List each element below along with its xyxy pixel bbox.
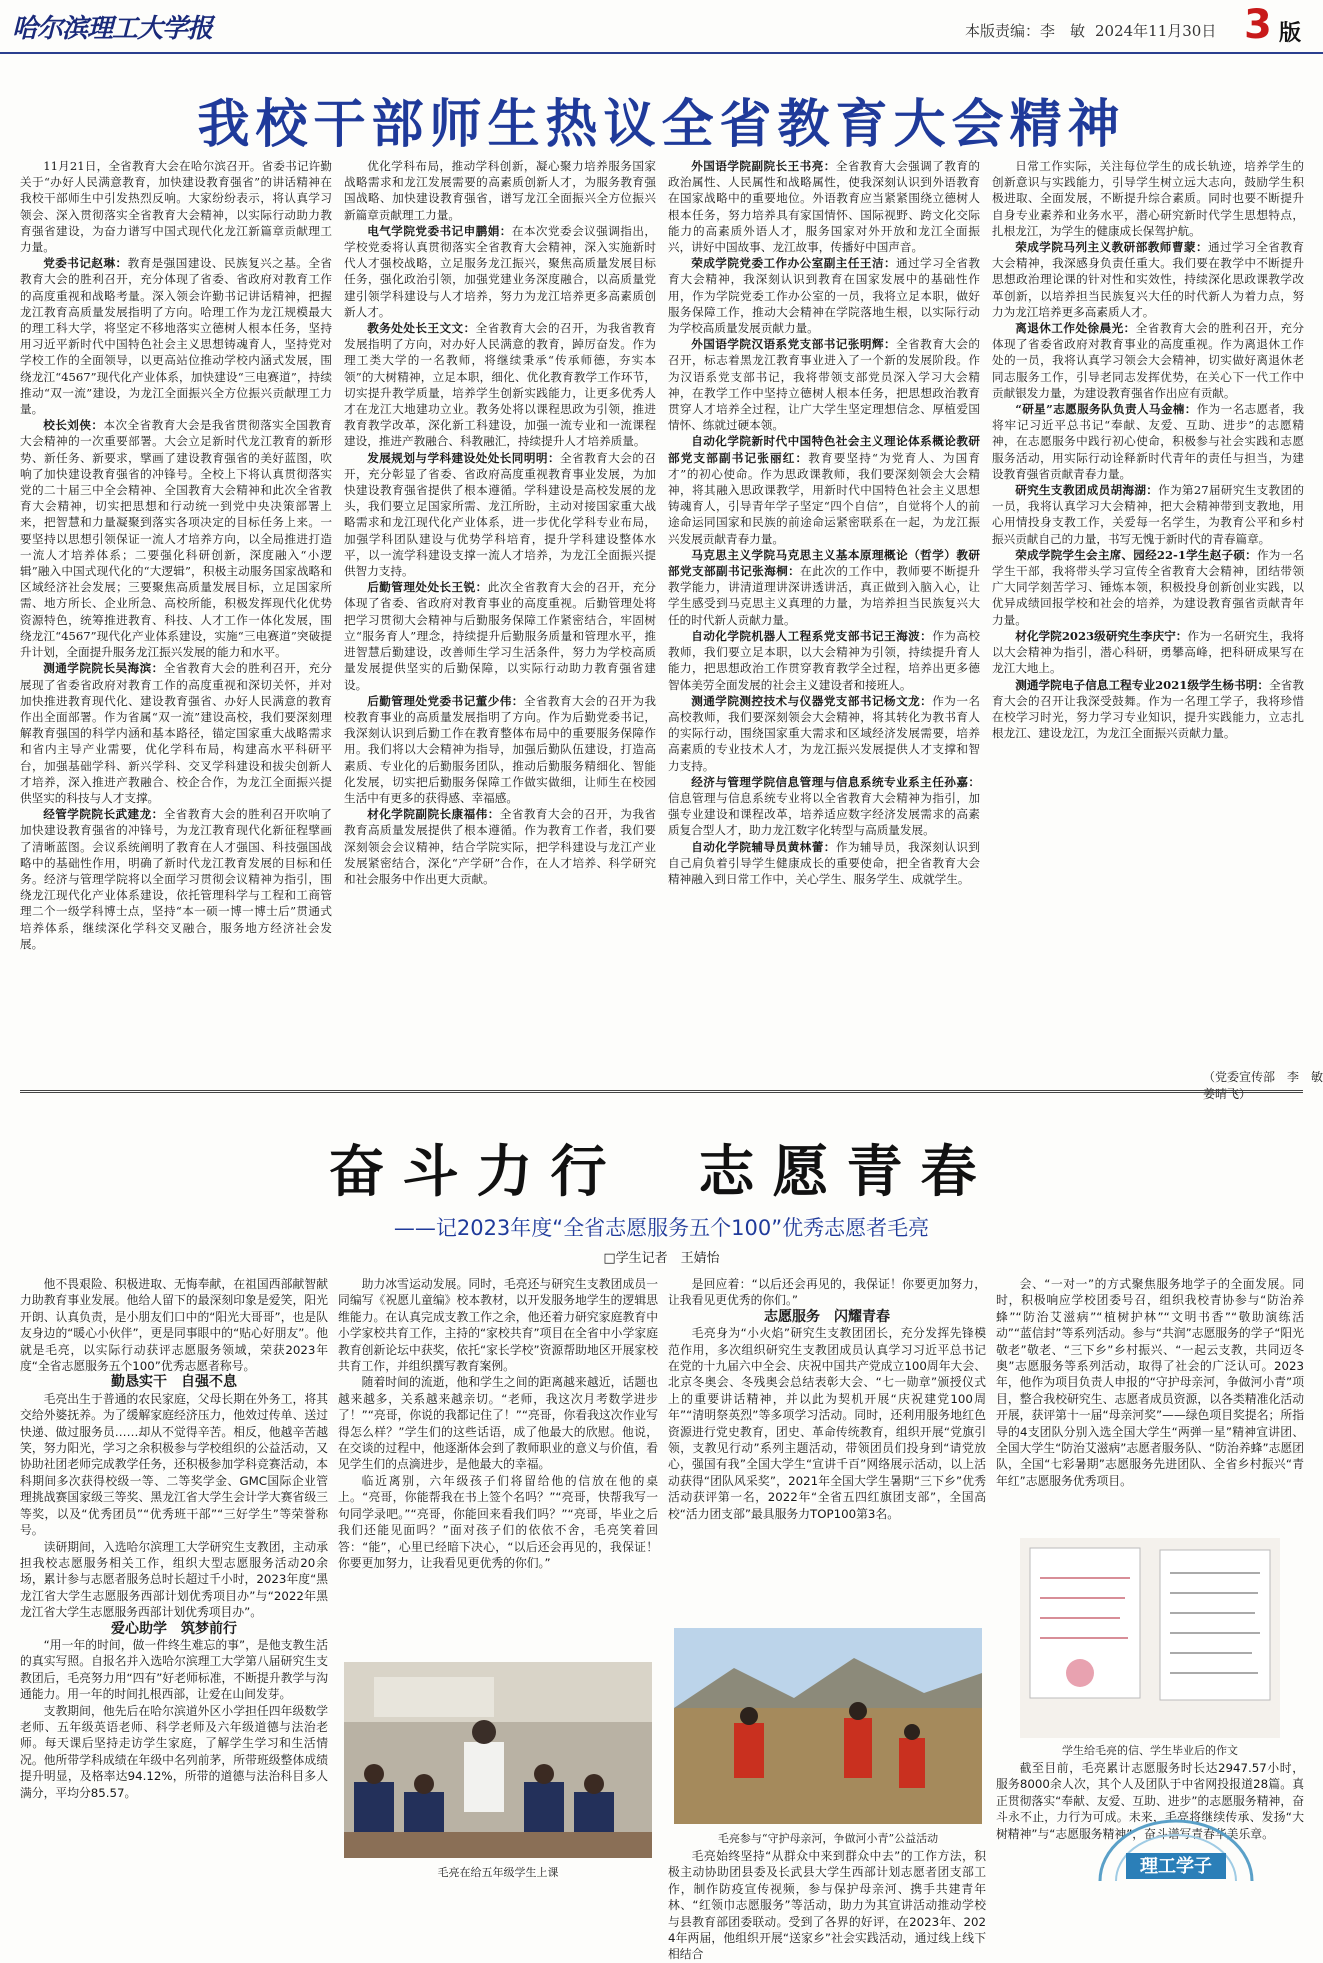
section-heading: 勤恳实干 自强不息 [111, 1374, 237, 1391]
paragraph [20, 255, 332, 417]
paragraph [668, 158, 980, 255]
paragraph [344, 223, 656, 320]
paragraph [344, 693, 656, 806]
paragraph [992, 239, 1304, 320]
speaker-lead: 离退休工作处徐晨光： [1015, 321, 1136, 336]
classroom-photo [344, 1662, 652, 1858]
article1-headline: 我校干部师生热议全省教育大会精神 [197, 94, 1126, 155]
paragraph: 是回应着：“以后还会再见的，我保证！你要更加努力，让我看见更优秀的你们。” [668, 1277, 986, 1308]
paragraph [344, 806, 656, 887]
speaker-lead: 自动化学院新时代中国特色社会主义理论体系概论教研部党支部副书记张丽红： [668, 434, 980, 465]
paragraph-text: 优化学科布局，推动学科创新，凝心聚力培养服务国家战略需求和龙江发展需要的高素质创新人才，为服务教育强国战略、加快建设教育强省，谱写龙江全面振兴全方位振兴新篇章贡献理工力量。 [344, 159, 656, 222]
speaker-lead: 马克思主义学院马克思主义基本原理概论（哲学）教研部党支部副书记张海桐： [668, 547, 980, 579]
paragraph-text: 在本次党委会议强调指出，学校党委将认真贯彻落实全省教育大会精神，深入实施新时代人才强校战略，立足服务龙江振兴，聚焦高质量发展目标任务，强化政治引领，加强党建业务深度融合，以高质量党建引领学科建设与人才培养，努力为龙江培养更多高素质创新人才。 [344, 223, 656, 319]
paragraph [992, 547, 1304, 628]
paragraph: 支教期间，他先后在哈尔滨道外区小学担任四年级数学老师、五年级英语老师、科学老师及六年级道德与法治老师。每天课后坚持走访学生家庭，了解学生学习和生活情况。他所带学科成绩在年级中名列前茅，所带班级整体成绩提升明显，及格率达94.12%，所带的道德与法治科目多人满分，平均分85.57。 [20, 1703, 328, 1800]
paragraph-text: 作为一名研究生，我将以大会精神为指引，潜心科研，勇攀高峰，把科研成果写在龙江大地上。 [992, 628, 1304, 676]
paragraph-text: 在此次的工作中，教师要不断提升教学能力，讲清道理讲深讲透讲活，真正做到入脑入心，让学生感受到马克思主义真理的力量，为培养担当民族复兴大任的时代新人贡献力量。 [668, 564, 980, 627]
paragraph [668, 693, 980, 774]
article2-column-2 [338, 1276, 658, 1652]
issue-date: 2024年11月30日 [1095, 22, 1217, 40]
paragraph-text: 通过学习全省教育大会精神，我深刻认识到教育在国家发展中的基础性作用，作为学院党委工作办公室的一员，我将立足本职，做好服务保障工作，推动大会精神在学院落地生根，以实际行动为学校高质量发展贡献力量。 [668, 256, 980, 336]
paragraph-text: 全省教育大会的胜利召开，充分体现了省委省政府对教育事业的高度重视。作为离退休工作处的一员，我将认真学习领会大会精神，切实做好离退休老同志服务工作，引导老同志发挥优势，在关心下一代工作中贡献银发力量，为建设教育强省作出应有贡献。 [992, 321, 1304, 400]
paragraph-text: 11月21日，全省教育大会在哈尔滨召开。省委书记许勤关于“办好人民满意教育，加快建设教育强省”的讲话精神在我校干部师生中引发热烈反响。大家纷纷表示，将认真学习领会、深入贯彻落实全省教育大会精神，以实际行动助力教育强省建设，为奋力谱写中国式现代化龙江新篇章贡献理工力量。 [20, 159, 332, 255]
paragraph: 毛亮出生于普通的农民家庭，父母长期在外务工，将其交给外婆抚养。为了缓解家庭经济压力，他效过传单、送过快递、做过服务员……却从不觉得辛苦。相反，他越辛苦越笑，努力阳光，学习之余积极参与学校组织的公益活动，又协助社团老师完成教学任务，还积极参加学科竞赛活动，本科期间多次获得校级一等、二等奖学金、GMC国际企业管理挑战赛国家级三等奖、黑龙江省大学生会计学大赛省级三等奖，以及“优秀团员”“优秀班干部”“三好学生”等荣誉称号。 [20, 1391, 328, 1538]
paper-name: 哈尔滨理工大学报 [12, 14, 213, 44]
speaker-lead: 材化学院2023级研究生李庆宁： [1015, 628, 1188, 643]
speaker-lead: 材化学院副院长康福伟： [367, 807, 500, 822]
paragraph-text: 教育要坚持“为党育人、为国育才”的初心使命。作为思政课教师，我们要深刻领会大会精神，将其融入思政课教学，用新时代中国特色社会主义思想铸魂育人，引导青年学子坚定“四个自信”，自觉将个人的前途命运同国家和民族的前途命运紧密联系在一起，为龙江振兴发展贡献青春力量。 [668, 450, 980, 546]
paragraph-text: 作为一名高校教师，我们要深刻领会大会精神，将其转化为教书育人的实际行动，围绕国家重大需求和区域经济发展需要，培养高素质的专业技术人才，为龙江振兴发展提供人才支撑和智力支持。 [668, 693, 980, 773]
paragraph [344, 320, 656, 450]
paragraph: 截至目前，毛亮累计志愿服务时长达2947.57小时，服务8000余人次，其个人及团队于中省网投报道28篇。真正贯彻落实“奉献、友爱、互助、进步”的志愿服务精神，奋斗永不止，力行为可成。未来，毛亮将继续传承、发扬“大树精神”与“志愿服务精神”，奋斗谱写青春华美乐章。 [996, 1761, 1304, 1841]
article1-byline: （党委宣传部 李 敏 姜晴飞） [1203, 1070, 1323, 1101]
paragraph [668, 547, 980, 628]
paragraph [344, 158, 656, 223]
paragraph-text: 全省教育大会强调了教育的政治属性、人民属性和战略属性，使我深刻认识到外语教育在国家战略中的重要地位。外语教育应当紧紧围绕立德树人根本任务，努力培养具有家国情怀、国际视野、跨文化交际能力的高素质外语人才，服务国家对外开放和龙江全面振兴，讲好中国故事、龙江故事，传播好中国声音。 [668, 159, 980, 255]
speaker-lead: 自动化学院机器人工程系党支部书记王海波： [691, 628, 933, 643]
section-divider [20, 1090, 1303, 1093]
paragraph: 随着时间的流逝，他和学生之间的距离越来越近，话题也越来越多，关系越来越亲切。“老师，我这次月考数学进步了！”“亮哥，你说的我都记住了！”“亮哥，你看我这次作业写得怎么样？”学生们的这些话语，成了他最大的欣慰。他说，在交谈的过程中，他逐渐体会到了教师职业的意义与价值，看见学生们的点滴进步，是他最大的幸福。 [338, 1375, 658, 1472]
paragraph: 助力冰雪运动发展。同时，毛亮还与研究生支教团成员一同编写《祝愿儿童编》校本教材，以开发服务地学生的逻辑思维能力。在认真完成支教工作之余，他还着力研究家庭教育中小学家校共育工作，主持的“家校共育”项目在全省中小学家庭教育创新论坛中获奖，依托“家长学校”资源帮助地区开展家校共育工作，并组织撰写教育案例。 [338, 1277, 658, 1374]
paragraph [668, 433, 980, 546]
river-activity-photo [674, 1628, 982, 1824]
article1-column-1 [20, 158, 332, 1068]
photo-caption: 毛亮参与“守护母亲河，争做河小青”公益活动 [717, 1832, 939, 1845]
page-editor: 本版责编：李 敏 [965, 22, 1086, 40]
article2-headline: 奋斗力行 志愿青春 [328, 1139, 995, 1205]
article2-reporter: □学生记者 王婧怡 [603, 1251, 720, 1266]
speaker-lead: 荣成学院马列主义教研部教师曹蒙： [1015, 240, 1209, 255]
paragraph [668, 774, 980, 839]
article2-column-3-tail [668, 1848, 986, 1962]
paragraph-text: 此次全省教育大会的召开，充分体现了省委、省政府对教育事业的高度重视。后勤管理处将把学习贯彻大会精神与后勤服务保障工作紧密结合，牢固树立“服务育人”理念，持续提升后勤服务质量和管理水平，推进智慧后勤建设，改善师生学习生活条件，努力为学校高质量发展提供坚实的后勤保障，以实际行动助力教育强省建设。 [344, 580, 656, 692]
paragraph: 读研期间，入选哈尔滨理工大学研究生支教团，主动承担我校志愿服务相关工作，组织大型志愿服务活动20余场，累计参与志愿者服务总时长超过千小时，2023年度“黑龙江省大学生志愿服务西部计划优秀项目办”与“2022年黑龙江省大学生志愿服务西部计划优秀项目办”。 [20, 1539, 328, 1620]
paragraph-text: 日常工作实际，关注每位学生的成长轨迹，培养学生的创新意识与实践能力，引导学生树立远大志向，鼓励学生积极进取、全面发展，不断提升综合素质。同时也要不断提升自身专业素养和业务水平，潜心研究新时代学生思想特点，扎根龙江，为学生的健康成长保驾护航。 [992, 159, 1304, 238]
paragraph [992, 158, 1304, 239]
paragraph [668, 839, 980, 888]
paragraph [20, 660, 332, 806]
paragraph [992, 401, 1304, 482]
paragraph: “用一年的时间，做一件终生难忘的事”，是他支教生活的真实写照。自报名并入选哈尔滨理工大学第八届研究生支教团后，毛亮努力用“四有”好老师标准，不断提升教学与沟通能力。用一年的时间扎根西部，让爱在山间发芽。 [20, 1637, 328, 1702]
article2-column-3 [668, 1276, 986, 1592]
paragraph [992, 677, 1304, 742]
paragraph-text: 通过学习全省教育大会精神，我深感身负责任重大。我们要在教学中不断提升思想政治理论课的针对性和实效性，持续深化思政课教学改革创新，以培养担当民族复兴大任的时代新人为着力点，努力为龙江培养更多高素质人才。 [992, 240, 1304, 319]
column-logo [1088, 1815, 1264, 1885]
speaker-lead: 外国语学院汉语系党支部书记张明辉： [691, 337, 897, 352]
speaker-lead: 经管学院院长武建龙： [43, 807, 164, 822]
speaker-lead: 后勤管理处党委书记董少伟： [367, 693, 524, 708]
paragraph-text: 全省教育大会的召开让我深受鼓舞。作为一名理工学子，我将珍惜在校学习时光，努力学习专业知识，提升实践能力，立志扎根龙江、建设龙江，为龙江全面振兴贡献力量。 [992, 677, 1304, 741]
paragraph [992, 482, 1304, 547]
speaker-lead: 测通学院电子信息工程专业2021级学生杨书明： [1015, 677, 1270, 692]
paragraph-text: 作为第27届研究生支教团的一员，我将认真学习大会精神，把大会精神带到支教地，用心用情投身支教工作，关爱每一名学生，为教育公平和乡村振兴贡献自己的力量，书写无愧于新时代的青春篇章。 [992, 483, 1304, 546]
paragraph-text: 全省教育大会的召开为我校教育事业的高质量发展指明了方向。作为后勤党委书记，我深刻认识到后勤工作在教育整体布局中的重要服务保障作用。我们将以大会精神为指导，加强后勤队伍建设，打造高素质、专业化的后勤服务团队，推动后勤服务精细化、智能化发展，切实把后勤服务保障工作做实做细，让师生在校园生活中有更多的获得感、幸福感。 [344, 693, 656, 805]
speaker-lead: 自动化学院辅导员黄林蕾： [691, 839, 836, 854]
paragraph-text: 全省教育大会的胜利召开吹响了加快建设教育强省的冲锋号，为龙江教育现代化新征程擘画了清晰蓝图。会议系统阐明了教育在人才强国、科技强国战略中的基础性作用，明确了新时代龙江教育发展的目标和任务。经济与管理学院将以全面学习贯彻会议精神为指引，围绕龙江现代化产业体系建设，依托管理科学与工程和工商管理二个一级学科博士点，坚持“本一硕一博一博士后”贯通式培养体系，继续深化学科交叉融合，服务地方经济社会发展。 [20, 807, 332, 951]
paragraph [344, 450, 656, 580]
logo-text: 理工学子 [1140, 1856, 1212, 1877]
paragraph [668, 628, 980, 693]
paragraph [668, 255, 980, 336]
speaker-lead: 经济与管理学院信息管理与信息系统专业系主任孙嘉： [691, 774, 980, 789]
section-heading: 志愿服务 闪耀青春 [764, 1308, 890, 1325]
paragraph [20, 806, 332, 952]
speaker-lead: 外国语学院副院长王书亮： [691, 159, 836, 173]
photo-caption: 学生给毛亮的信、学生毕业后的作文 [1062, 1744, 1238, 1757]
paragraph-text: 全省教育大会的召开，充分彰显了省委、省政府高度重视教育事业发展，为加快建设教育强省提供了根本遵循。学科建设是高校发展的龙头，我们要立足国家所需、龙江所盼，主动对接国家重大战略需求和龙江现代化产业体系，进一步优化学科专业布局，加强学科团队建设与优势学科培育，提升学科建设整体水平，以一流学科建设支撑一流人才培养，为龙江全面振兴提供智力支持。 [344, 450, 656, 579]
paragraph [20, 158, 332, 255]
paragraph: 毛亮身为“小火焰”研究生支教团团长，充分发挥先锋模范作用，多次组织研究生支教团成员认真学习习近平总书记在党的十九届六中全会、庆祝中国共产党成立100周年大会、北京冬奥会、冬残奥会总结表彰大会、“七一勋章”颁授仪式上的重要讲话精神，并以此为契机开展“庆祝建党100周年”“清明祭英烈”等多项学习活动。同时，还利用服务地红色资源进行党史教育，团史、革命传统教育，组织开展“党旗引领，支教见行动”系列主题活动，带领团员们投身到“请党放心，强国有我”全国大学生“宣讲千百”网络展示活动，以上活动获得“团队风采奖”，2021年全国大学生暑期“三下乡”优秀活动获评第一名，2022年“全省五四红旗团支部”，全国高校“活力团支部”最具服务力TOP100第3名。 [668, 1326, 986, 1521]
page-number: 3 [1244, 2, 1272, 48]
speaker-lead: 研究生支教团成员胡海湖： [1015, 483, 1159, 498]
article1-column-3 [668, 158, 980, 1068]
paragraph: 临近离别，六年级孩子们将留给他的信放在他的桌上。“亮哥，你能帮我在书上签个名吗？”“亮哥，快帮我写一句同学录吧。”“亮哥，你能回来看我们吗？”“亮哥，毕业之后我们还能见面吗？”面对孩子们的依依不舍，毛亮笑着回答：“能”，心里已经暗下决心，“以后还会再见的，我保证！你要更加努力，让我看见更优秀的你们。” [338, 1473, 658, 1570]
speaker-lead: 测通学院院长吴海滨： [43, 661, 164, 676]
paragraph-text: 作为高校教师，我们要立足本职，以大会精神为引领，持续提升育人能力，把思想政治工作贯穿教育教学全过程，培养出更多德智体美劳全面发展的社会主义建设者和接班人。 [668, 628, 980, 692]
article2-subtitle: ——记2023年度“全省志愿服务五个100”优秀志愿者毛亮 [393, 1216, 930, 1240]
page-suffix: 版 [1279, 20, 1302, 46]
speaker-lead: 电气学院党委书记申鹏娟： [367, 223, 512, 238]
paragraph-text: 本次全省教育大会是我省贯彻落实全国教育大会精神的一次重要部署。大会立足新时代龙江教育的新形势、新任务、新要求，擘画了建设教育强省的美好蓝图，吹响了加快建设教育强省的冲锋号。全校上下将认真贯彻落实党的二十届三中全会精神、全国教育大会精神和此次全省教育大会精神，切实把思想和行动统一到党中央决策部署上来，把智慧和力量凝聚到落实各项决定的目标任务上来。一要坚持以思想引领保证一流人才培养方向，以全局推进打造一流人才培养体系；二要强化科研创新，深度融入“小逻辑”融入中国式现代化的“大逻辑”，积极主动服务国家战略和区域经济社会发展；三要聚焦高质量发展目标，立足国家所需、地方所长、企业所急、高校所能，积极发挥现代化优势资源特色，统筹推进教育、科技、人才工作一体化发展，围绕龙江“4567”现代化产业体系建设，实施“三电赛道”突破提升计划，全面提升服务龙江振兴发展的能力和水平。 [20, 418, 332, 660]
paragraph-text: 全省教育大会的胜利召开，充分展现了省委省政府对教育工作的高度重视和深切关怀，并对加快推进教育现代化、建设教育强省、办好人民满意的教育作出全面部署。作为省属“双一流”建设高校，我们要深刻理解教育强国的科学内涵和基本路径，锚定国家重大战略需求和省内主导产业需要，优化学科布局，构建高水平科研平台，加强基础学科、新兴学科、交叉学科建设和拔尖创新人才培养，深入推进产教融合、校企合作，为龙江全面振兴提供坚实的科技与人才支撑。 [20, 661, 332, 805]
speaker-lead: 荣成学院学生会主席、园经22-1学生赵子硕： [1015, 547, 1257, 562]
speaker-lead: 发展规划与学科建设处处长同明明： [367, 450, 561, 465]
paragraph-text: 全省教育大会的召开，为我省教育高质量发展提供了根本遵循。作为教育工作者，我们要深刻领会会议精神，结合学院实际，把学科建设与龙江产业发展紧密结合，深化“产学研”合作，在人才培养、科学研究和社会服务中作出更大贡献。 [344, 807, 656, 886]
speaker-lead: 测通学院测控技术与仪器党支部书记杨文龙： [691, 693, 933, 708]
paragraph: 毛亮始终坚持“从群众中来到群众中去”的工作方法，积极主动协助团县委及长武县大学生西部计划志愿者团支部工作，制作防疫宣传视频，参与保护母亲河、携手共建青年林、“红领巾志愿服务”等活动，助力为其宣讲活动推动学校与县教育部团委联动。受到了各界的好评，在2023年、2024年两届，他组织开展“送家乡”社会实践活动，通过线上线下相结合 [668, 1849, 986, 1962]
paragraph [20, 417, 332, 660]
paragraph-text: 作为一名学生干部，我将带头学习宣传全省教育大会精神，团结带领广大同学刻苦学习、锤炼本领，积极投身创新创业实践，以优异成绩回报学校和社会的培养，为建设教育强省贡献青年力量。 [992, 547, 1304, 627]
speaker-lead: “研星”志愿服务队负责人马金楠： [1015, 402, 1197, 417]
masthead [0, 0, 1323, 54]
article1-column-2 [344, 158, 656, 1068]
student-letters-photo [1020, 1538, 1280, 1738]
photo-caption: 毛亮在给五年级学生上课 [437, 1866, 559, 1879]
paragraph [668, 336, 980, 433]
paragraph-text: 全省教育大会的召开，标志着黑龙江教育事业进入了一个新的发展阶段。作为汉语系党支部书记，我将带领支部党员深入学习大会精神，在教学工作中坚持立德树人根本任务，把思想政治教育贯穿人才培养全过程，让广大学生坚定理想信念、厚植爱国情怀、练就过硬本领。 [668, 337, 980, 433]
article1-column-4 [992, 158, 1304, 1063]
speaker-lead: 荣成学院党委工作办公室副主任王洁： [691, 256, 897, 271]
section-heading: 爱心助学 筑梦前行 [111, 1620, 237, 1637]
speaker-lead: 党委书记赵琳： [43, 256, 128, 271]
paragraph: 会、“一对一”的方式聚焦服务地学子的全面发展。同时，积极响应学校团委号召，组织我校青协参与“防治养蜂”“防治艾滋病”“植树护林”“文明书香”“敬助演练活动”“蓝信封”等系列活动。参与“共润”志愿服务的学子“阳光敬老”敬老、“三下乡”乡村振兴、“一起云支教，共同迈冬奥”志愿服务等系列活动，取得了社会的广泛认可。2023年，他作为项目负责人申报的“守护母亲河，争做河小青”项目，整合我校研究生、志愿者成员资源，以各类精准化活动开展，获评第十一届“母亲河奖”——绿色项目奖提名；所指导的4支团队分别入选全国大学生“两弹一星”精神宣讲团、全国大学生“防治艾滋病”志愿者服务队、“防治养蜂”志愿团队，全国“七彩暑期”志愿服务先进团队、全省乡村振兴“青年红”志愿服务优秀项目。 [996, 1277, 1304, 1488]
paragraph [992, 628, 1304, 677]
paragraph-text: 全省教育大会的召开，为我省教育发展指明了方向，对办好人民满意的教育，踔厉奋发。作为理工类大学的一名教师，将继续秉承“传承师德，夯实本领”的大树精神，立足本职，细化、优化教育教学工作环节，切实提升教学质量，培养学生创新实践能力，让更多优秀人才在龙江大地建功立业。教务处将以课程思政为引领，推进教育教学改革，深化新工科建设，加强一流专业和一流课程建设，推进产教融合、科教融汇，持续提升人才培养质量。 [344, 321, 656, 449]
paragraph-text: 教育是强国建设、民族复兴之基。全省教育大会的胜利召开，充分体现了省委、省政府对教育工作的高度重视和战略考量。深入领会许勤书记讲话精神，把握龙江教育高质量发展指明了方向。哈理工作为龙江规模最大的理工科大学，将坚定不移地落实立德树人根本任务，坚持用习近平新时代中国特色社会主义思想铸魂育人，坚持党对学校工作的全面领导，以更高站位推动学校内涵式发展，围绕龙江“4567”现代化产业体系，加快建设“三电赛道”，持续推动“双一流”建设，为龙江全面振兴全方位振兴贡献理工力量。 [20, 256, 332, 417]
article2-column-1 [20, 1276, 328, 1880]
article2-intro: 他不畏艰险、积极进取、无悔奉献，在祖国西部献智献力助教育事业发展。他给人留下的最深刻印象是爱笑，阳光开朗、认真负责，是小朋友们口中的“阳光大哥哥”，也是队友身边的“暖心小伙伴”，更是同事眼中的“贴心好朋友”。他就是毛亮，以实际行动获评志愿服务领域，荣获2023年度“全省志愿服务五个100”优秀志愿者称号。 [20, 1277, 328, 1374]
speaker-lead: 教务处处长王文文： [367, 321, 476, 336]
paragraph [992, 320, 1304, 401]
paragraph-text: 作为辅导员，我深刻认识到自己肩负着引导学生健康成长的重要使命，把全省教育大会精神融入到日常工作中，关心学生、服务学生、成就学生。 [668, 839, 980, 886]
article2-column-4-tail [996, 1760, 1304, 1841]
article2-column-4 [996, 1276, 1304, 1528]
paragraph [344, 579, 656, 692]
speaker-lead: 后勤管理处处长王锐： [367, 580, 488, 595]
paragraph-text: 信息管理与信息系统专业将以全省教育大会精神为指引，加强专业建设和课程改革，培养适应数字经济发展需求的高素质复合型人才，助力龙江数字化转型与高质量发展。 [668, 790, 980, 838]
speaker-lead: 校长刘侠： [43, 418, 104, 433]
paragraph-text: 作为一名志愿者，我将牢记习近平总书记“奉献、友爱、互助、进步”的志愿精神，在志愿服务中践行初心使命，积极参与社会实践和志愿服务活动，用实际行动诠释新时代青年的责任与担当，为建设教育强省贡献青春力量。 [992, 402, 1304, 481]
